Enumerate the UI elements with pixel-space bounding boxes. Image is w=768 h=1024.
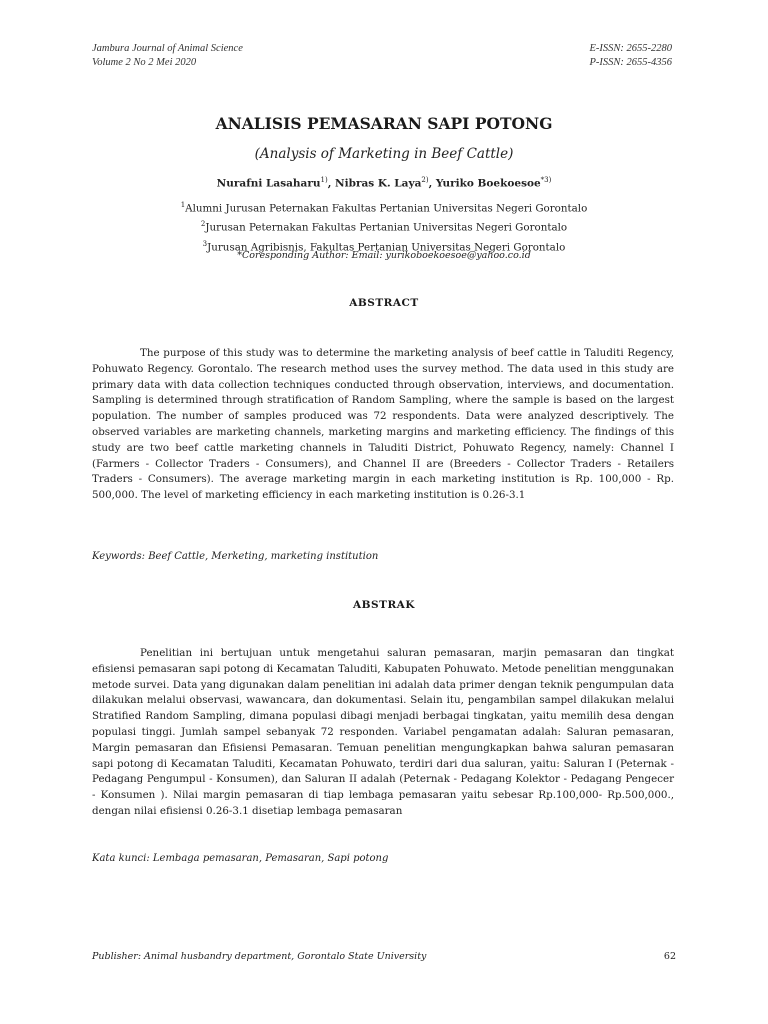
journal-header-right (589, 42, 672, 70)
abstract-heading: ABSTRACT (349, 297, 419, 309)
affiliation-number: 2 (200, 220, 206, 229)
author-affiliation-mark: *3) (540, 176, 552, 184)
page-number: 62 (663, 951, 676, 962)
author-name: Nurafni Lasaharu (216, 177, 321, 190)
affiliation-number: 1 (180, 201, 186, 209)
author-name: Nibras K. Laya (335, 177, 422, 190)
eissn: E-ISSN: 2655-2280 (589, 43, 672, 54)
affiliation-number: 3 (202, 239, 208, 248)
author-affiliation-mark: 1) (320, 176, 328, 184)
abstrak-keywords: Kata kunci: Lembaga pemasaran, Pemasaran, Sapi potong (92, 853, 389, 864)
journal-header-left (92, 42, 243, 70)
abstract-text: The purpose of this study was to determine the marketing analysis of beef cattle in Taluditi Regency, Pohuwato Regency. Gorontalo. The research method uses the survey method. The data used in this study are primary data with data collection techniques conducted through observation, interviews, and documentation. Sampling is determined through stratification of Random Sampling, where the sample is based on the largest population. The number of samples produced was 72 respondents. Data were analyzed descriptively. The observed variables are marketing channels, marketing margins and marketing efficiency. The findings of this study are two beef cattle marketing channels in Taluditi District, Pohuwato Regency, namely: Channel I (Farmers - Collector Traders - Consumers), and Channel II are (Breeders - Collector Traders - Retailers Traders - Consumers). The average marketing margin in each marketing institution is Rp. 100,000 - Rp. 500,000. The level of marketing efficiency in each marketing institution is 0.26-3.1 (92, 347, 674, 502)
abstrak-heading: ABSTRAK (353, 599, 415, 611)
author-separator: , (327, 177, 336, 190)
paper-title: ANALISIS PEMASARAN SAPI POTONG (215, 114, 553, 133)
author-list (0, 176, 768, 190)
pissn: P-ISSN: 2655-4356 (589, 57, 672, 68)
publisher-footer: Publisher: Animal husbandry department, Gorontalo State University (92, 951, 427, 962)
journal-name: Jambura Journal of Animal Science (92, 43, 243, 54)
affiliation (0, 216, 768, 235)
corresponding-author-email: *Coresponding Author: Email: yurikoboekoesoe@yahoo.co.id (237, 250, 531, 261)
author-separator: , (428, 177, 436, 190)
abstrak-text: Penelitian ini bertujuan untuk mengetahui saluran pemasaran, marjin pemasaran dan tingkat efisiensi pemasaran sapi potong di Kecamatan Taluditi, Kabupaten Pohuwato. Metode penelitian menggunakan metode survei. Data yang digunakan dalam penelitian ini adalah data primer dengan teknik pengumpulan data dilakukan melalui observasi, wawancara, dan dokumentasi. Selain itu, pengambilan sampel dilakukan melalui Stratified Random Sampling, dimana populasi dibagi menjadi berbagai tingkatan, yaitu memilih desa dengan populasi tinggi. Jumlah sampel sebanyak 72 responden. Variabel pengamatan adalah: Saluran pemasaran, Margin pemasaran dan Efisiensi Pemasaran. Temuan penelitian mengungkapkan bahwa saluran pemasaran sapi potong di Kecamatan Taluditi, Kecamatan Pohuwato, terdiri dari dua saluran, yaitu: Saluran I (Peternak - Pedagang Pengumpul - Konsumen), dan Saluran II adalah (Peternak - Pedagang Kolektor - Pedagang Pengecer - Konsumen ). Nilai margin pemasaran di tiap lembaga pemasaran yaitu sebesar Rp.100,000- Rp.500,000., dengan nilai efisiensi 0.26-3.1 disetiap lembaga pemasaran (92, 647, 674, 817)
affiliation (0, 197, 768, 216)
affiliation-text: Jurusan Peternakan Fakultas Pertanian Universitas Negeri Gorontalo (205, 221, 568, 234)
affiliation-list (0, 197, 768, 255)
paper-subtitle: (Analysis of Marketing in Beef Cattle) (254, 146, 514, 162)
abstract-keywords: Keywords: Beef Cattle, Merketing, marketing institution (92, 551, 379, 562)
affiliation-text: Jurusan Agribisnis, Fakultas Pertanian Universitas Negeri Gorontalo (207, 241, 566, 254)
affiliation-text: Alumni Jurusan Peternakan Fakultas Pertanian Universitas Negeri Gorontalo (185, 202, 588, 215)
author-name: Yuriko Boekoesoe (435, 177, 541, 190)
journal-volume: Volume 2 No 2 Mei 2020 (92, 57, 197, 68)
author-affiliation-mark: 2) (421, 176, 429, 184)
